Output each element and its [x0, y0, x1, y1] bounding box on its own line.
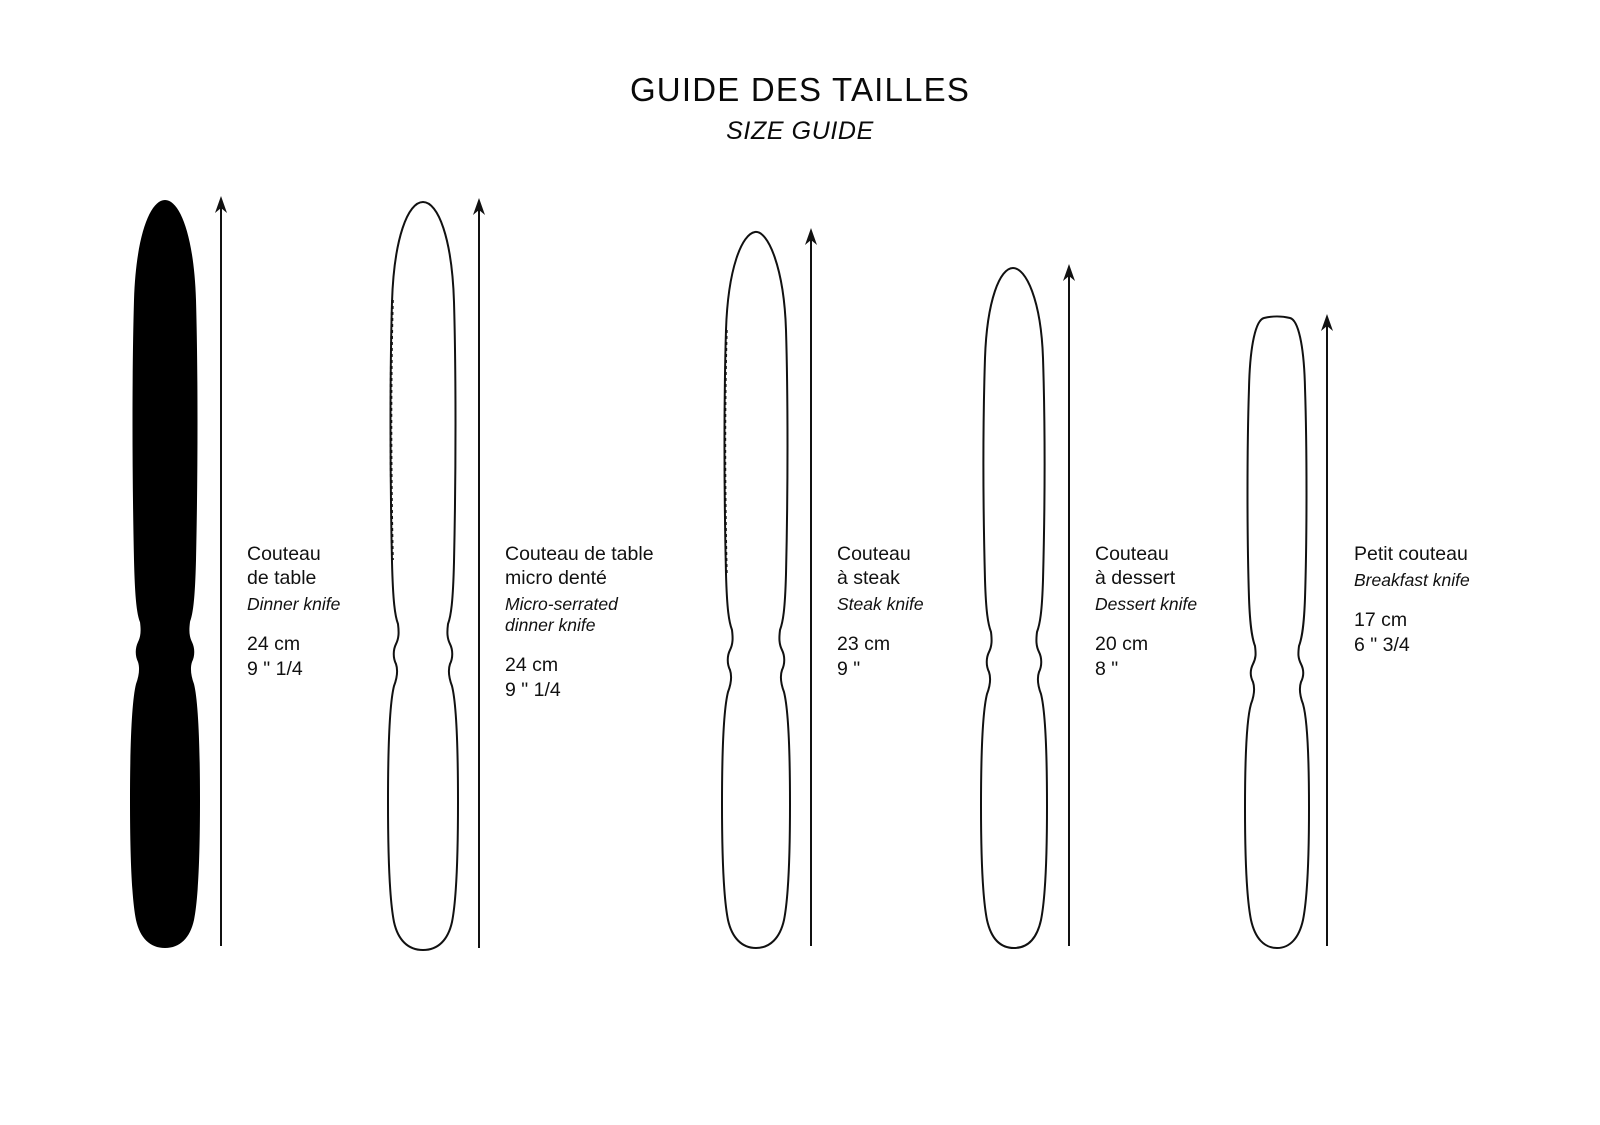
breakfast-knife-name-en: Breakfast knife — [1354, 569, 1470, 590]
steak-knife-measure-arrow — [796, 0, 826, 1000]
breakfast-knife-caption — [1354, 543, 1470, 658]
dinner-knife-measure-arrow — [206, 0, 236, 1000]
dessert-knife-name-en: Dessert knife — [1095, 593, 1198, 614]
micro-serrated-length-cm: 24 cm — [505, 654, 559, 677]
dinner-knife-length-cm: 24 cm — [247, 632, 301, 655]
dessert-knife-length-cm: 20 cm — [1095, 632, 1149, 655]
micro-serrated-dinner-knife-caption — [505, 543, 654, 703]
micro-serrated-dinner-knife-outline — [368, 0, 478, 1000]
micro-serrated-dinner-knife-measure-arrow — [464, 0, 494, 1000]
dessert-knife-outline — [958, 0, 1068, 1000]
dessert-knife-caption — [1095, 543, 1197, 682]
micro-serrated-name-en-1: Micro-serrated — [505, 593, 618, 614]
dinner-knife-name-en: Dinner knife — [247, 593, 341, 614]
steak-knife-outline — [700, 0, 810, 1000]
breakfast-knife-name-fr-1: Petit couteau — [1354, 543, 1468, 565]
micro-serrated-name-en-2: dinner knife — [505, 614, 596, 635]
steak-knife-name-en: Steak knife — [837, 593, 924, 614]
steak-knife-length-cm: 23 cm — [837, 632, 891, 655]
breakfast-knife-measure-arrow — [1312, 0, 1342, 1000]
title-english: SIZE GUIDE — [726, 117, 874, 146]
breakfast-knife-length-in: 6 " 3/4 — [1354, 634, 1410, 657]
micro-serrated-name-fr-1: Couteau de table — [505, 543, 654, 565]
dessert-knife-name-fr-1: Couteau — [1095, 543, 1169, 565]
dinner-knife-length-in: 9 " 1/4 — [247, 657, 303, 680]
steak-knife-name-fr-1: Couteau — [837, 543, 911, 565]
dinner-knife-name-fr-1: Couteau — [247, 543, 321, 565]
dessert-knife-name-fr-2: à dessert — [1095, 566, 1176, 589]
dessert-knife-length-in: 8 " — [1095, 657, 1119, 680]
steak-knife-caption — [837, 543, 924, 682]
dinner-knife-name-fr-2: de table — [247, 566, 317, 589]
micro-serrated-name-fr-2: micro denté — [505, 566, 607, 589]
dinner-knife-caption — [247, 543, 340, 682]
micro-serrated-length-in: 9 " 1/4 — [505, 679, 561, 702]
title-french: GUIDE DES TAILLES — [629, 71, 971, 108]
steak-knife-length-in: 9 " — [837, 657, 861, 680]
dessert-knife-measure-arrow — [1054, 0, 1084, 1000]
dinner-knife-silhouette — [110, 0, 220, 1000]
breakfast-knife-length-cm: 17 cm — [1354, 609, 1408, 632]
steak-knife-name-fr-2: à steak — [837, 566, 900, 589]
